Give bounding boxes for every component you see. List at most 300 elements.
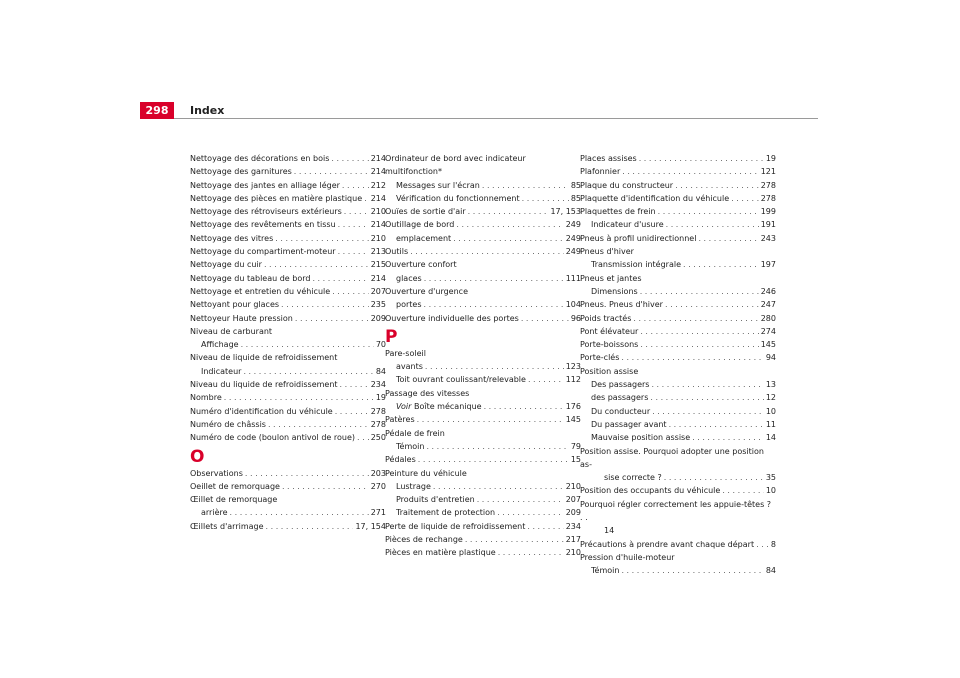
index-term: sise correcte ? (604, 473, 662, 483)
index-entry (385, 400, 581, 413)
dot-leader (264, 258, 369, 271)
index-entry (385, 440, 581, 453)
dot-leader (633, 312, 758, 325)
index-term: Nettoyage des rétroviseurs extérieurs (190, 207, 342, 217)
page-reference: 199 (760, 207, 776, 217)
index-heading: Pare-soleil (385, 348, 426, 358)
dot-leader (683, 258, 759, 271)
index-term: Du conducteur (591, 406, 651, 416)
dot-leader (731, 192, 759, 205)
index-entry (580, 232, 776, 245)
index-term: Numéro de châssis (190, 419, 266, 429)
index-term: Pont élévateur (580, 326, 639, 336)
index-term: Nettoyant pour glaces (190, 300, 280, 310)
dot-leader (497, 506, 564, 519)
index-entry (580, 165, 776, 178)
index-term: Témoin (396, 441, 425, 451)
index-entry (190, 506, 386, 519)
index-term: Nettoyage des vitres (190, 233, 274, 243)
index-term: Nettoyage des revêtements en tissu (190, 220, 336, 230)
index-term: Nettoyage du cuir (190, 260, 262, 270)
page-reference: 145 (760, 340, 776, 350)
page-reference: 84 (765, 566, 776, 576)
index-term (396, 400, 482, 413)
dot-leader (357, 431, 369, 444)
section-letter: O (190, 446, 205, 467)
index-entry (580, 538, 776, 551)
page-reference: 278 (370, 406, 386, 416)
index-column-2 (385, 152, 581, 560)
index-entry (190, 480, 386, 493)
index-term: Nettoyage du compartiment-moteur (190, 247, 336, 257)
index-term: Pédales (385, 455, 416, 465)
index-entry (385, 245, 581, 258)
index-term: glaces (396, 273, 422, 283)
dot-leader (465, 533, 564, 546)
page-reference: 203 (370, 468, 386, 478)
page-reference: 145 (565, 415, 581, 425)
index-entry (580, 152, 776, 165)
dot-leader (364, 192, 369, 205)
index-heading: Pourquoi régler correctement les appuie-têtes ? . . (580, 499, 772, 523)
index-term: Numéro de code (boulon antivol de roue) (190, 433, 355, 443)
index-entry (580, 484, 776, 497)
index-term: Oeillet de remorquage (190, 481, 280, 491)
dot-leader (639, 152, 764, 165)
index-heading: Ouverture d'urgence (385, 286, 468, 296)
index-term: Nombre (190, 393, 222, 403)
page-reference: 274 (760, 326, 776, 336)
page-reference: 207 (370, 286, 386, 296)
index-entry (385, 205, 581, 218)
index-term: Nettoyage et entretien du véhicule (190, 286, 331, 296)
index-entry (580, 325, 776, 338)
dot-leader (665, 298, 759, 311)
index-entry (580, 431, 776, 444)
see-reference: Voir (396, 402, 412, 412)
index-term: Outils (385, 247, 409, 257)
index-entry (580, 351, 776, 364)
page-reference: 212 (370, 180, 386, 190)
index-entry (580, 471, 776, 484)
index-term: Nettoyage des jantes en alliage léger (190, 180, 340, 190)
index-entry (190, 179, 386, 192)
index-term: Traitement de protection (396, 508, 496, 518)
dot-leader (335, 405, 369, 418)
index-entry (580, 378, 776, 391)
index-term: Nettoyage du tableau de bord (190, 273, 311, 283)
index-heading: Position assise (580, 366, 639, 376)
index-entry (385, 298, 581, 311)
dot-leader (692, 431, 764, 444)
index-entry (190, 245, 386, 258)
dot-leader (275, 232, 368, 245)
page-reference: 209 (370, 313, 386, 323)
dot-leader (245, 467, 369, 480)
dot-leader (224, 391, 374, 404)
index-heading: Niveau de carburant (190, 326, 273, 336)
index-entry (190, 258, 386, 271)
dot-leader (651, 378, 763, 391)
index-entry (190, 152, 386, 165)
index-entry (385, 533, 581, 546)
index-term: Plaquettes de frein (580, 207, 656, 217)
page-reference: 85 (570, 180, 581, 190)
dot-leader (426, 440, 568, 453)
index-term: Places assises (580, 154, 637, 163)
index-entry (385, 272, 581, 285)
dot-leader (722, 484, 763, 497)
dot-leader (477, 493, 564, 506)
page-reference: 215 (370, 260, 386, 270)
index-term: Ouverture individuelle des portes (385, 313, 519, 323)
dot-leader (640, 338, 758, 351)
page-reference: 209 (565, 508, 581, 518)
index-term: Produits d'entretien (396, 495, 475, 505)
dot-leader (338, 245, 369, 258)
dot-leader (410, 245, 564, 258)
page-reference: 19 (765, 154, 776, 163)
dot-leader (650, 391, 763, 404)
page-reference: 123 (565, 362, 581, 372)
index-term: Mauvaise position assise (591, 433, 691, 443)
index-heading: Ouverture confort (385, 260, 457, 270)
page-reference: 246 (760, 286, 776, 296)
index-entry (190, 165, 386, 178)
index-term: Témoin (591, 566, 620, 576)
index-term: Plaquette d'identification du véhicule (580, 193, 730, 203)
page-reference: 278 (760, 180, 776, 190)
dot-leader (484, 400, 564, 413)
index-term: Pièces en matière plastique (385, 548, 496, 558)
page-reference: 214 (370, 167, 386, 177)
dot-leader (669, 418, 764, 431)
index-term: Pneus à profil unidirectionnel (580, 233, 697, 243)
index-term-text: Boîte mécanique (413, 402, 482, 412)
index-entry (190, 285, 386, 298)
index-entry (190, 467, 386, 480)
page-reference: 234 (370, 380, 386, 390)
index-term: Lustrage (396, 481, 431, 491)
dot-leader (621, 351, 763, 364)
page-reference: 15 (570, 455, 581, 465)
index-term: Affichage (201, 340, 239, 350)
dot-leader (453, 232, 564, 245)
index-entry (385, 480, 581, 493)
index-entry (190, 232, 386, 245)
index-term: Nettoyeur Haute pression (190, 313, 293, 323)
dot-leader (622, 165, 758, 178)
index-term: Œillets d'arrimage (190, 521, 264, 531)
page-reference: 12 (765, 393, 776, 403)
index-heading: 14 (604, 526, 615, 536)
page-reference: 84 (375, 366, 386, 376)
index-entry (385, 232, 581, 245)
index-term: Observations (190, 468, 243, 478)
index-entry (385, 506, 581, 519)
dot-leader (340, 378, 369, 391)
index-entry (580, 418, 776, 431)
index-term: Nettoyage des garnitures (190, 167, 292, 177)
index-term: Pièces de rechange (385, 535, 463, 545)
dot-leader (331, 152, 368, 165)
page-reference: 8 (770, 539, 776, 549)
index-entry (385, 453, 581, 466)
page-reference: 210 (565, 548, 581, 558)
dot-leader (342, 179, 369, 192)
dot-leader (498, 546, 564, 559)
index-term: Porte-clés (580, 353, 620, 363)
page-reference: 271 (370, 508, 386, 518)
dot-leader (664, 471, 764, 484)
dot-leader (640, 285, 759, 298)
index-heading: Pneus d'hiver (580, 247, 634, 257)
dot-leader (338, 218, 369, 231)
index-term: Porte-boissons (580, 340, 639, 350)
page-reference: 112 (565, 375, 581, 385)
index-heading: Œillet de remorquage (190, 495, 278, 505)
index-entry (190, 418, 386, 431)
dot-leader (468, 205, 549, 218)
index-term: arrière (201, 508, 228, 518)
index-term: Patères (385, 415, 415, 425)
dot-leader (230, 506, 369, 519)
index-entry (580, 179, 776, 192)
index-term: Position des occupants du véhicule (580, 486, 721, 496)
dot-leader (482, 179, 569, 192)
dot-leader (521, 312, 569, 325)
index-entry (190, 312, 386, 325)
index-column-1 (190, 152, 386, 533)
dot-leader (527, 520, 563, 533)
dot-leader (417, 413, 564, 426)
index-entry (190, 218, 386, 231)
dot-leader (241, 338, 374, 351)
index-entry (190, 520, 386, 533)
index-entry (580, 405, 776, 418)
page-reference: 214 (370, 154, 386, 163)
dot-leader (528, 373, 564, 386)
dot-leader (424, 298, 564, 311)
dot-leader (425, 360, 564, 373)
index-term: Ouïes de sortie d'air (385, 207, 466, 217)
page-reference: 210 (565, 481, 581, 491)
page-reference: 11 (765, 419, 776, 429)
dot-leader (433, 480, 564, 493)
index-entry (580, 391, 776, 404)
dot-leader (666, 218, 759, 231)
index-entry (385, 493, 581, 506)
index-term: Plaque du constructeur (580, 180, 674, 190)
dot-leader (698, 232, 758, 245)
dot-leader (268, 418, 369, 431)
dot-leader (281, 298, 369, 311)
dot-leader (332, 285, 369, 298)
index-entry (190, 298, 386, 311)
dot-leader (282, 480, 369, 493)
page-reference: 35 (765, 473, 776, 483)
index-term: des passagers (591, 393, 649, 403)
page-reference: 176 (565, 402, 581, 412)
index-entry (580, 285, 776, 298)
page-reference: 280 (760, 313, 776, 323)
page-reference: 217 (565, 535, 581, 545)
page-reference: 249 (565, 247, 581, 257)
header-rule (174, 118, 818, 119)
dot-leader (266, 520, 354, 533)
page-reference: 270 (370, 481, 386, 491)
index-heading: Pneus et jantes (580, 273, 642, 283)
page-reference: 250 (370, 433, 386, 443)
index-term: Indicateur (201, 366, 242, 376)
index-entry (385, 218, 581, 231)
dot-leader (295, 312, 369, 325)
page-header (140, 102, 818, 119)
index-heading: Passage des vitesses (385, 388, 470, 398)
page-reference: 96 (570, 313, 581, 323)
dot-leader (424, 272, 564, 285)
index-entry (580, 312, 776, 325)
page-reference: 17, 153 (550, 207, 581, 217)
page-reference: 214 (370, 273, 386, 283)
page-reference: 85 (570, 193, 581, 203)
index-term: Vérification du fonctionnement (396, 193, 520, 203)
index-entry (190, 338, 386, 351)
page-reference: 249 (565, 220, 581, 230)
index-heading: Niveau de liquide de refroidissement (190, 353, 338, 363)
page-reference: 243 (760, 233, 776, 243)
page-title: Index (190, 104, 225, 117)
dot-leader (456, 218, 563, 231)
index-entry (580, 564, 776, 577)
page-reference: 17, 154 (355, 521, 386, 531)
page-reference: 214 (370, 193, 386, 203)
index-entry (385, 179, 581, 192)
index-term: Toit ouvrant coulissant/relevable (396, 375, 526, 385)
page-reference: 278 (370, 419, 386, 429)
index-entry (580, 192, 776, 205)
page-reference: 70 (375, 340, 386, 350)
index-term: Plafonnier (580, 167, 621, 177)
index-entry (580, 218, 776, 231)
index-term: Nettoyage des pièces en matière plastique (190, 193, 363, 203)
page-number: 298 (140, 102, 174, 119)
index-entry (190, 405, 386, 418)
index-heading: Pression d'huile-moteur (580, 552, 675, 562)
index-term: Niveau du liquide de refroidissement (190, 380, 338, 390)
index-term: Dimensions (591, 286, 638, 296)
index-term: emplacement (396, 233, 452, 243)
index-heading: Position assise. Pourquoi adopter une position as- (580, 446, 764, 469)
index-column-3 (580, 152, 776, 578)
index-term: portes (396, 300, 422, 310)
section-letter: P (385, 326, 398, 347)
index-entry (385, 413, 581, 426)
index-term: Perte de liquide de refroidissement (385, 521, 526, 531)
dot-leader (658, 205, 759, 218)
dot-leader (294, 165, 369, 178)
page-reference: 10 (765, 406, 776, 416)
index-entry (190, 431, 386, 444)
page-reference: 247 (760, 300, 776, 310)
index-heading: Ordinateur de bord avec indicateur multifonction* (385, 154, 526, 177)
index-entry (190, 272, 386, 285)
page-reference: 249 (565, 233, 581, 243)
dot-leader (418, 453, 569, 466)
index-term: Précautions à prendre avant chaque départ (580, 539, 755, 549)
page-reference: 14 (765, 433, 776, 443)
index-entry (190, 192, 386, 205)
index-entry (385, 192, 581, 205)
index-entry (190, 391, 386, 404)
index-term: Outillage de bord (385, 220, 455, 230)
index-term: Messages sur l'écran (396, 180, 480, 190)
page-reference: 13 (765, 380, 776, 390)
page-reference: 197 (760, 260, 776, 270)
index-entry (385, 546, 581, 559)
page-reference: 235 (370, 300, 386, 310)
index-entry (580, 298, 776, 311)
page-reference: 111 (565, 273, 581, 283)
page-reference: 210 (370, 207, 386, 217)
page-reference: 121 (760, 167, 776, 177)
page-reference: 207 (565, 495, 581, 505)
dot-leader (652, 405, 764, 418)
page-reference: 104 (565, 300, 581, 310)
index-term: Des passagers (591, 380, 650, 390)
index-term: Nettoyage des décorations en bois (190, 154, 330, 163)
index-heading: Pédale de frein (385, 428, 445, 438)
index-entry (385, 360, 581, 373)
index-term: Poids tractés (580, 313, 632, 323)
index-term: Du passager avant (591, 419, 667, 429)
dot-leader (640, 325, 758, 338)
index-entry (190, 378, 386, 391)
page-reference: 79 (570, 441, 581, 451)
dot-leader (243, 365, 373, 378)
page-reference: 214 (370, 220, 386, 230)
index-term: avants (396, 362, 423, 372)
index-term: Numéro d'identification du véhicule (190, 406, 333, 416)
dot-leader (312, 272, 368, 285)
page-reference: 210 (370, 233, 386, 243)
page-reference: 19 (375, 393, 386, 403)
dot-leader (522, 192, 569, 205)
page-reference: 234 (565, 521, 581, 531)
dot-leader (621, 564, 763, 577)
page-reference: 10 (765, 486, 776, 496)
index-entry (580, 205, 776, 218)
dot-leader (344, 205, 369, 218)
index-heading: Peinture du véhicule (385, 468, 467, 478)
index-entry (385, 312, 581, 325)
index-entry (580, 338, 776, 351)
page-reference: 213 (370, 247, 386, 257)
dot-leader (675, 179, 759, 192)
index-entry (190, 365, 386, 378)
index-entry (385, 373, 581, 386)
page-reference: 191 (760, 220, 776, 230)
index-entry (190, 205, 386, 218)
index-entry (385, 520, 581, 533)
page-reference: 94 (765, 353, 776, 363)
dot-leader (756, 538, 769, 551)
index-entry (580, 258, 776, 271)
index-term: Transmission intégrale (591, 260, 681, 270)
index-term: Indicateur d'usure (591, 220, 664, 230)
page-reference: 278 (760, 193, 776, 203)
index-term: Pneus. Pneus d'hiver (580, 300, 663, 310)
